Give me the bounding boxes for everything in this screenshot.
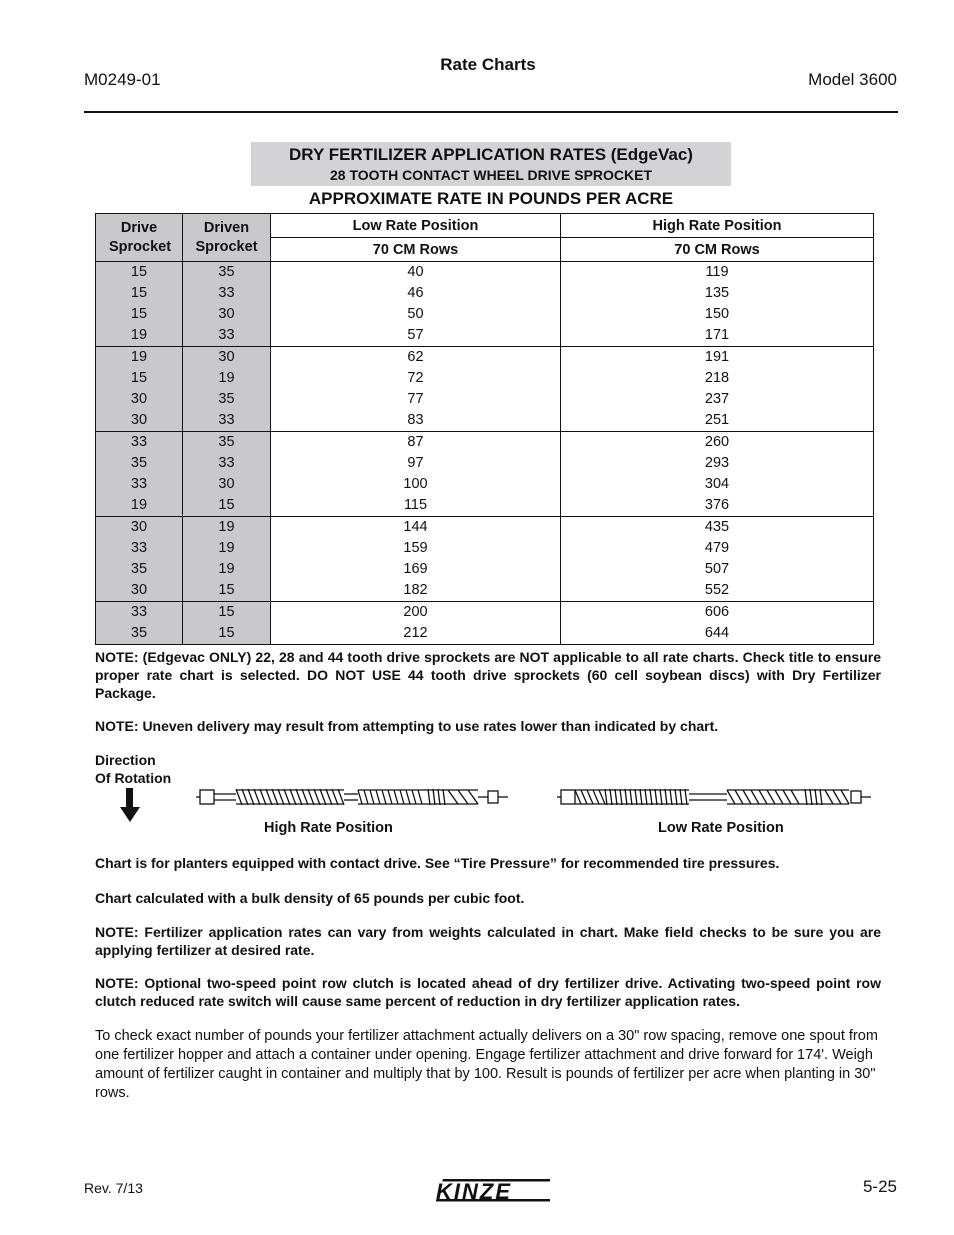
table-cell-value: 50 (407, 306, 424, 322)
table-cell-value: 191 (704, 349, 730, 365)
table-cell-value: 218 (704, 370, 730, 386)
table-cell-value: 30 (130, 582, 148, 598)
low-rate-row-spacing: 70 CM Rows (271, 238, 561, 262)
table-cell-value: 376 (704, 497, 730, 513)
table-cell-value: 30 (130, 519, 148, 535)
table-cell-value: 46 (407, 285, 424, 301)
revision-date: Rev. 7/13 (84, 1180, 143, 1196)
table-cell-value: 606 (704, 604, 730, 620)
table-cell-value: 15 (218, 582, 235, 598)
table-cell-value: 212 (403, 625, 428, 641)
table-cell-value: 135 (704, 285, 730, 301)
table-cell-value: 119 (705, 264, 729, 280)
table-cell-value: 33 (218, 455, 235, 471)
down-arrow-icon (119, 788, 141, 824)
low-rate-cell (271, 347, 561, 432)
table-cell-value: 144 (403, 519, 428, 535)
direction-of-rotation-label: Direction Of Rotation (95, 752, 172, 786)
table-cell-value: 33 (218, 412, 235, 428)
table-cell-value: 35 (130, 625, 148, 641)
table-cell-value: 200 (403, 604, 428, 620)
model-name: Model 3600 (808, 70, 897, 89)
table-cell-value: 435 (704, 519, 730, 535)
table-cell-value: 77 (407, 391, 424, 407)
table-cell-value: 35 (130, 561, 148, 577)
table-cell-value: 150 (704, 306, 730, 322)
table-row-group (96, 432, 874, 517)
high-rate-header: High Rate Position (561, 214, 874, 238)
edgevac-note: NOTE: (Edgevac ONLY) 22, 28 and 44 tooth drive sprockets are NOT applicable to all rate charts. Check title to ensure proper rate chart is selected. DO NOT USE 44 tooth drive sprockets (60 cell soybean discs) with Dry Fertilizer Package. (95, 649, 881, 701)
table-cell-value: 30 (218, 306, 235, 322)
low-rate-cell (271, 517, 561, 602)
table-cell-value: 15 (130, 285, 148, 301)
rate-variation-note: NOTE: Fertilizer application rates can vary from weights calculated in chart. Make field checks to be sure you are applying fertilizer at desired rate. (95, 924, 881, 958)
rate-table-body (96, 262, 874, 645)
page-number: 5-25 (862, 1177, 897, 1196)
driven-sprocket-cell (183, 432, 271, 517)
table-cell-value: 19 (218, 519, 235, 535)
table-cell-value: 57 (407, 327, 424, 343)
table-cell-value: 33 (130, 476, 148, 492)
low-rate-header: Low Rate Position (271, 214, 561, 238)
table-cell-value: 15 (218, 625, 235, 641)
table-cell-value: 15 (130, 264, 148, 280)
table-cell-value: 19 (218, 561, 235, 577)
table-cell-value: 33 (130, 540, 148, 556)
drive-sprocket-cell (96, 347, 183, 432)
chart-title: DRY FERTILIZER APPLICATION RATES (EdgeVac) (289, 145, 693, 164)
table-cell-value: 40 (407, 264, 424, 280)
drive-sprocket-cell (96, 602, 183, 645)
table-row-group (96, 602, 874, 645)
table-cell-value: 507 (704, 561, 730, 577)
table-cell-value: 182 (403, 582, 428, 598)
drive-sprocket-cell (96, 432, 183, 517)
table-cell-value: 15 (130, 306, 148, 322)
low-rate-position-label: Low Rate Position (658, 820, 784, 836)
drive-sprocket-cell (96, 262, 183, 347)
table-cell-value: 33 (130, 604, 148, 620)
table-cell-value: 19 (130, 497, 148, 513)
table-row-group (96, 517, 874, 602)
table-cell-value: 19 (130, 327, 148, 343)
table-cell-value: 35 (130, 455, 148, 471)
table-cell-value: 97 (407, 455, 424, 471)
table-cell-value: 30 (218, 476, 235, 492)
rate-table (95, 213, 874, 645)
table-cell-value: 552 (704, 582, 730, 598)
bulk-density-note: Chart calculated with a bulk density of 65 pounds per cubic foot. (95, 890, 525, 906)
table-cell-value: 15 (130, 370, 148, 386)
driven-sprocket-header: Driven Sprocket (183, 214, 271, 262)
table-cell-value: 30 (130, 412, 148, 428)
high-rate-cell (561, 602, 874, 645)
low-rate-cell (271, 262, 561, 347)
table-cell-value: 35 (218, 391, 235, 407)
table-cell-value: 15 (218, 604, 235, 620)
check-procedure-text: To check exact number of pounds your fertilizer attachment actually delivers on a 30" row spacing, remove one spout from one fertilizer hopper and attach a container under opening. Engage fertilizer attachment and drive forward for 174'. Weigh amount of fertilizer caught in container and multiply that by 100. Result is pounds of fertilizer per acre when planting in 30" rows. (95, 1028, 878, 1101)
table-cell-value: 251 (704, 412, 730, 428)
table-row-group (96, 347, 874, 432)
chart-subtitle: 28 TOOTH CONTACT WHEEL DRIVE SPROCKET (329, 167, 653, 183)
table-cell-value: 30 (130, 391, 148, 407)
section-title: Rate Charts (440, 55, 536, 74)
high-rate-cell (561, 432, 874, 517)
high-rate-cell (561, 347, 874, 432)
table-cell-value: 33 (130, 434, 148, 450)
high-rate-position-label: High Rate Position (264, 820, 393, 836)
table-cell-value: 171 (704, 327, 730, 343)
low-rate-auger-icon (557, 784, 875, 810)
low-rate-cell (271, 602, 561, 645)
high-rate-cell (561, 262, 874, 347)
table-cell-value: 293 (704, 455, 730, 471)
table-cell-value: 72 (407, 370, 424, 386)
manual-number: M0249-01 (84, 70, 161, 89)
table-cell-value: 19 (130, 349, 148, 365)
table-cell-value: 479 (704, 540, 730, 556)
high-rate-row-spacing: 70 CM Rows (561, 238, 874, 262)
table-cell-value: 87 (407, 434, 424, 450)
table-cell-value: 19 (218, 370, 235, 386)
table-cell-value: 19 (218, 540, 235, 556)
table-cell-value: 260 (704, 434, 730, 450)
table-cell-value: 62 (407, 349, 424, 365)
table-cell-value: 237 (704, 391, 730, 407)
table-cell-value: 644 (704, 625, 730, 641)
table-cell-value: 115 (403, 497, 428, 513)
header-divider (84, 111, 898, 113)
driven-sprocket-cell (183, 517, 271, 602)
table-cell-value: 33 (218, 327, 235, 343)
table-cell-value: 35 (218, 264, 235, 280)
driven-sprocket-cell (183, 347, 271, 432)
table-cell-value: 169 (403, 561, 428, 577)
table-cell-value: 159 (403, 540, 428, 556)
table-cell-value: 100 (403, 476, 428, 492)
svg-text:KINZE: KINZE (436, 1179, 512, 1204)
two-speed-clutch-note: NOTE: Optional two-speed point row clutch is located ahead of dry fertilizer drive. Activating two-speed point row clutch reduced rate switch will cause same percent of reduction in dry fertilizer application rates. (95, 975, 881, 1009)
table-cell-value: 33 (218, 285, 235, 301)
drive-sprocket-header: Drive Sprocket (96, 214, 183, 262)
driven-sprocket-cell (183, 262, 271, 347)
table-cell-value: 35 (218, 434, 235, 450)
table-row-group (96, 262, 874, 347)
high-rate-auger-icon (196, 784, 512, 810)
chart-units-title: APPROXIMATE RATE IN POUNDS PER ACRE (308, 189, 674, 208)
driven-sprocket-cell (183, 602, 271, 645)
drive-sprocket-cell (96, 517, 183, 602)
table-cell-value: 30 (218, 349, 235, 365)
kinze-logo (430, 1176, 550, 1206)
chart-title-box (251, 142, 731, 186)
uneven-delivery-note: NOTE: Uneven delivery may result from attempting to use rates lower than indicated by chart. (95, 718, 719, 734)
table-cell-value: 304 (704, 476, 730, 492)
table-cell-value: 15 (218, 497, 235, 513)
table-cell-value: 83 (407, 412, 424, 428)
low-rate-cell (271, 432, 561, 517)
high-rate-cell (561, 517, 874, 602)
contact-drive-note: Chart is for planters equipped with contact drive. See “Tire Pressure” for recommended tire pressures. (95, 855, 780, 871)
